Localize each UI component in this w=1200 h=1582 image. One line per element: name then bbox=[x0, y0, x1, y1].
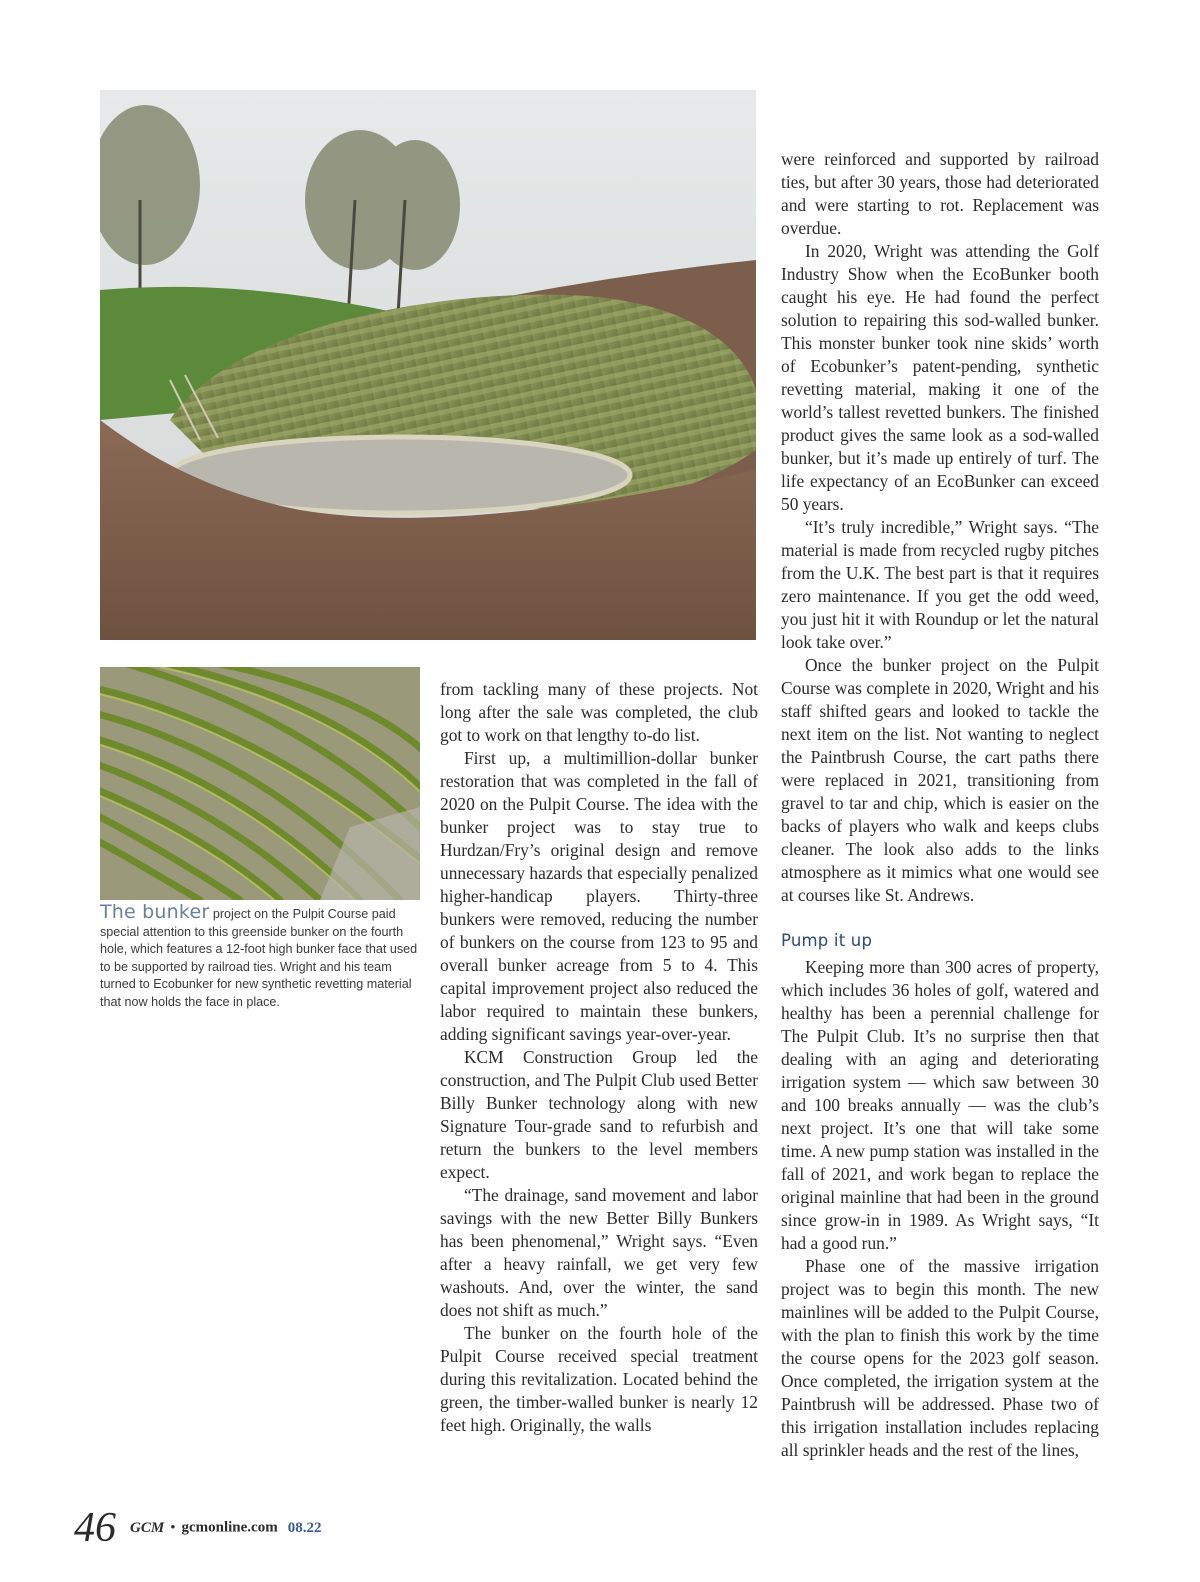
paragraph: The bunker on the fourth hole of the Pulpit Course received special treatment during this revitalization. Located behind the green, the timber-walled bunker is nearly 12 feet high. Originally, the walls bbox=[440, 1323, 758, 1435]
paragraph: were reinforced and supported by railroad ties, but after 30 years, those had deteriorated and were starting to rot. Replacement was overdue. bbox=[781, 149, 1099, 238]
page-number: 46 bbox=[74, 1505, 116, 1551]
paragraph: KCM Construction Group led the construction, and The Pulpit Club used Better Billy Bunker technology along with new Signature Tour-grade sand to refurbish and return the bunkers to the level members expect. bbox=[440, 1047, 758, 1182]
paragraph: First up, a multimillion-dollar bunker restoration that was completed in the fall of 2020 on the Pulpit Course. The idea with the bunker project was to stay true to Hurdzan/Fry’s original design and remove unnecessary hazards that especially penalized higher-handicap players. Thirty-three bunkers were removed, reducing the number of bunkers on the course from 123 to 95 and overall bunker acreage from 5 to 4. This capital improvement project also reduced the labor required to maintain these bunkers, adding significant savings year-over-year. bbox=[440, 748, 758, 1044]
paragraph: Once the bunker project on the Pulpit Course was complete in 2020, Wright and his staff shifted gears and looked to tackle the next item on the list. Not wanting to neglect the Paintbrush Course, the cart paths there were replaced in 2021, transitioning from gravel to tar and chip, which is easier on the backs of players who walk and keeps clubs cleaner. The look also adds to the links atmosphere as it mimics what one would see at courses like St. Andrews. bbox=[781, 655, 1099, 905]
bunker-photo-illustration bbox=[100, 90, 756, 640]
section-subhead: Pump it up bbox=[781, 931, 873, 950]
paragraph: “The drainage, sand movement and labor savings with the new Better Billy Bunkers has been phenomenal,” Wright says. “Even after a heavy rainfall, we get very few washouts. And, over the winter, the sand does not shift as much.” bbox=[440, 1185, 758, 1320]
footer-bullet: • bbox=[170, 1519, 176, 1536]
publication-name: GCM bbox=[130, 1519, 165, 1536]
paragraph: from tackling many of these projects. Not long after the sale was completed, the club got to work on that lengthy to-do list. bbox=[440, 679, 758, 745]
bunker-photo-main bbox=[100, 90, 756, 640]
page-footer bbox=[74, 1504, 321, 1552]
paragraph: Phase one of the massive irrigation project was to begin this month. The new mainlines will be added to the Pulpit Course, with the plan to finish this work by the time the course opens for the 2023 golf season. Once completed, the irrigation system at the Paintbrush will be addressed. Phase two of this irrigation installation includes replacing all sprinkler heads and the rest of the lines, bbox=[781, 1256, 1099, 1460]
revetting-detail-illustration bbox=[100, 667, 420, 900]
paragraph: “It’s truly incredible,” Wright says. “The material is made from recycled rugby pitches from the U.K. The best part is that it requires zero maintenance. If you get the odd weed, you just hit it with Roundup or let the natural look take over.” bbox=[781, 517, 1099, 652]
caption-lead: The bunker bbox=[100, 901, 210, 923]
body-column-middle bbox=[440, 678, 758, 1437]
body-column-right bbox=[781, 148, 1099, 1462]
revetting-detail-photo bbox=[100, 667, 420, 900]
paragraph: Keeping more than 300 acres of property, which includes 36 holes of golf, watered and healthy has been a perennial challenge for The Pulpit Club. It’s no surprise then that dealing with an aging and deteriorating irrigation system — which saw between 30 and 100 breaks annually — was the club’s next project. It’s one that will take some time. A new pump station was installed in the fall of 2021, and work began to replace the original mainline that had been in the ground since grow-in in 1989. As Wright says, “It had a good run.” bbox=[781, 957, 1099, 1253]
issue-date: 08.22 bbox=[287, 1519, 322, 1536]
website-link[interactable]: gcmonline.com bbox=[181, 1519, 278, 1536]
paragraph: In 2020, Wright was attending the Golf Industry Show when the EcoBunker booth caught his eye. He had found the perfect solution to repairing this sod-walled bunker. This monster bunker took nine skids’ worth of Ecobunker’s patent-pending, synthetic revetting material, making it one of the world’s tallest revetted bunkers. The finished product gives the same look as a sod-walled bunker, but it’s made up entirely of turf. The life expectancy of an EcoBunker can exceed 50 years. bbox=[781, 241, 1099, 514]
caption-text: project on the Pulpit Course paid special attention to this greenside bunker on the fourth hole, which features a 12-foot high bunker face that used to be supported by railroad ties. Wright and his team turned to Ecobunker for new synthetic revetting material that now holds the face in place. bbox=[100, 907, 418, 1009]
photo-caption bbox=[100, 901, 420, 1012]
